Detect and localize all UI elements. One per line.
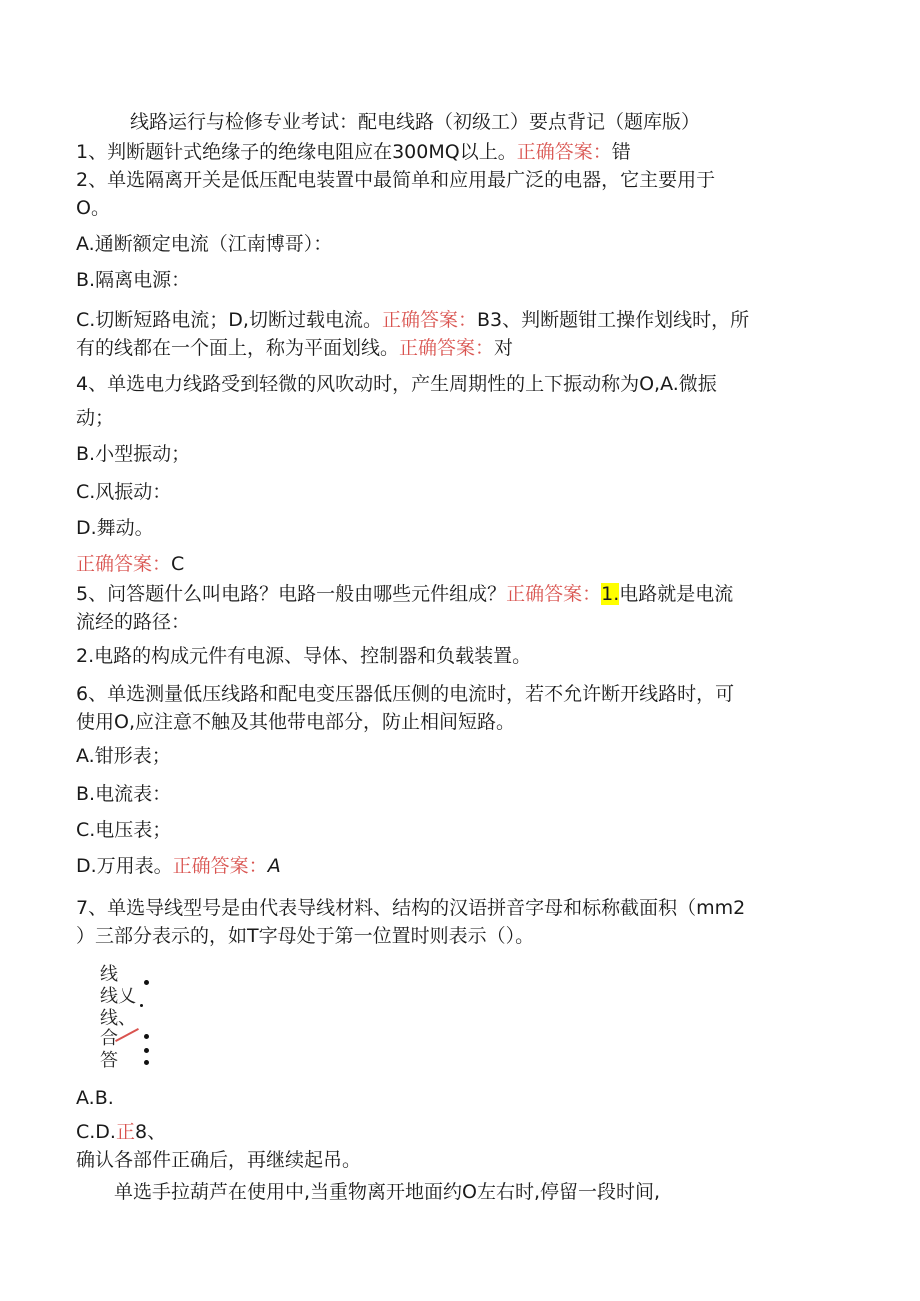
question-5-answer-text: 电路就是电流 [619,583,734,605]
artifact-dot [144,1048,149,1053]
question-8-number: 8、 [135,1121,167,1143]
garbled-text-artifact [100,962,180,1082]
question-6-option-a: A.钳形表； [76,745,171,767]
question-7-option-cd [76,1118,166,1146]
answer-label: 正确答案： [76,553,172,575]
question-7-option-cd-text: C.D. [76,1121,116,1143]
question-3-answer: 对 [494,337,514,359]
question-4-answer-line [76,550,184,578]
question-2-line-1: 2、单选隔离开关是低压配电装置中最简单和应用最广泛的电器，它主要用于 [76,169,716,191]
question-6-line-1: 6、单选测量低压线路和配电变压器低压侧的电流时，若不允许断开线路时，可 [76,683,735,705]
question-4-option-b: B.小型振动； [76,443,191,465]
question-4-line-2: 动； [76,407,115,429]
artifact-dot [144,1060,149,1065]
question-7-line-2: ）三部分表示的，如T字母处于第一位置时则表示（）。 [76,925,535,947]
artifact-dot [144,1034,149,1039]
question-2-option-cd-text: C.切断短路电流；D,切断过载电流。 [76,309,382,331]
question-8-main-line: 单选手拉葫芦在使用中,当重物离开地面约O左右时,停留一段时间, [114,1181,661,1203]
question-4-option-d: D.舞动。 [76,517,154,539]
question-1-answer: 错 [611,141,631,163]
answer-label: 正确答案： [506,583,602,605]
question-3-text: 有的线都在一个面上，称为平面划线。 [76,337,400,359]
artifact-char-2: 线乂 [100,986,136,1007]
question-6-option-d-text: D.万用表。 [76,855,173,877]
artifact-char-3: 线、 [100,1008,136,1029]
question-5-line-1 [76,580,733,608]
question-7-line-1: 7、单选导线型号是由代表导线材料、结构的汉语拼音字母和标称截面积（mm2 [76,897,746,919]
question-8-confirm-line: 确认各部件正确后，再继续起吊。 [76,1149,362,1171]
question-1 [76,138,631,166]
question-2-option-c [76,306,749,334]
question-1-text: 1、判断题针式绝缘子的绝缘电阻应在300MQ以上。 [76,141,517,163]
artifact-char-4: 合 [100,1028,118,1049]
question-2-line-2: O。 [76,197,110,219]
truncated-answer-label: 正 [115,1121,135,1143]
answer-label: 正确答案： [172,855,268,877]
artifact-char-5: 答 [100,1050,118,1071]
answer-label: 正确答案： [516,141,612,163]
question-6-option-c: C.电压表； [76,819,172,841]
question-3 [76,334,513,362]
artifact-dot [140,1004,143,1007]
question-4-line-1: 4、单选电力线路受到轻微的风吹动时，产生周期性的上下振动称为O,A.微振 [76,373,717,395]
page-title: 线路运行与检修专业考试：配电线路（初级工）要点背记（题库版） [130,111,701,133]
question-7-option-ab: A.B. [76,1087,114,1109]
artifact-char-1: 线 [100,964,118,985]
question-2-answer: B3、判断题钳工操作划线时，所 [477,309,750,331]
question-6-option-b: B.电流表： [76,783,172,805]
answer-label: 正确答案： [399,337,495,359]
question-2-option-a: A.通断额定电流（江南博哥）： [76,233,333,255]
question-4-answer: C [171,553,185,575]
question-6-answer: A [267,855,281,877]
question-2-option-b: B.隔离电源： [76,269,191,291]
question-6-line-2: 使用O,应注意不触及其他带电部分，防止相间短路。 [76,711,515,733]
question-6-option-d [76,852,281,880]
artifact-dot [144,980,149,985]
question-4-option-c: C.风振动： [76,481,172,503]
question-5-line-3: 2.电路的构成元件有电源、导体、控制器和负载装置。 [76,645,532,667]
question-5-answer-number: 1. [601,583,620,605]
answer-label: 正确答案： [381,309,477,331]
red-stroke-mark [115,1028,139,1042]
question-5-text: 5、问答题什么叫电路？电路一般由哪些元件组成？ [76,583,507,605]
question-5-line-2: 流经的路径： [76,611,191,633]
